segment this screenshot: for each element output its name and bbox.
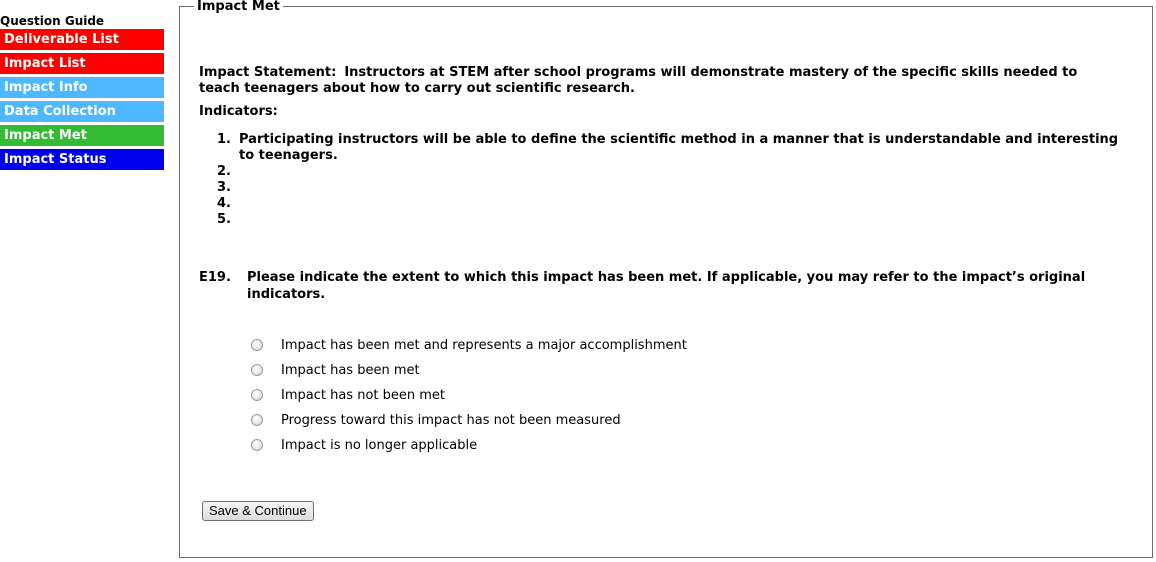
option-not-measured[interactable] <box>251 412 1119 437</box>
option-met[interactable] <box>251 362 1119 387</box>
indicator-number: 2. <box>217 164 231 179</box>
question-e19 <box>199 269 1119 303</box>
impact-met-options <box>199 337 1119 462</box>
radio-button[interactable] <box>251 339 263 351</box>
save-continue-button[interactable]: Save & Continue <box>202 501 314 521</box>
question-number: E19. <box>199 270 231 285</box>
indicator-item <box>199 212 1119 228</box>
indicator-number: 4. <box>217 196 231 211</box>
indicator-item <box>199 196 1119 212</box>
option-no-longer-applicable[interactable] <box>251 437 1119 462</box>
option-label[interactable]: Impact is no longer applicable <box>281 438 478 453</box>
option-not-met[interactable] <box>251 387 1119 412</box>
impact-met-fieldset <box>179 0 1153 558</box>
sidebar-item-impact-status[interactable]: Impact Status <box>0 149 164 170</box>
sidebar-item-data-collection[interactable]: Data Collection <box>0 101 164 122</box>
impact-statement-label: Impact Statement: <box>199 65 337 80</box>
radio-button[interactable] <box>251 414 263 426</box>
sidebar-item-impact-met[interactable]: Impact Met <box>0 125 164 146</box>
impact-statement <box>199 65 1119 97</box>
indicator-item <box>199 180 1119 196</box>
option-label[interactable]: Impact has been met and represents a major accomplishment <box>281 338 687 353</box>
question-text: Please indicate the extent to which this impact has been met. If applicable, you may refer to the impact’s original indicators. <box>247 270 1086 302</box>
option-label[interactable]: Impact has been met <box>281 363 420 378</box>
fieldset-legend: Impact Met <box>194 0 283 15</box>
indicator-item <box>199 132 1119 164</box>
sidebar-item-impact-list[interactable]: Impact List <box>0 53 164 74</box>
option-major-accomplishment[interactable] <box>251 337 1119 362</box>
indicator-item <box>199 164 1119 180</box>
option-label[interactable]: Impact has not been met <box>281 388 446 403</box>
impact-statement-text: Instructors at STEM after school programs will demonstrate mastery of the specific skills needed to teach teenagers about how to carry out scientific research. <box>199 65 1078 96</box>
question-guide-sidebar <box>0 14 164 173</box>
indicator-number: 1. <box>217 132 231 147</box>
radio-button[interactable] <box>251 389 263 401</box>
indicator-text: Participating instructors will be able to define the scientific method in a manner that is understandable and interesting to teenagers. <box>239 132 1119 163</box>
question-guide-title: Question Guide <box>0 14 105 28</box>
impact-content <box>199 65 1119 462</box>
sidebar-item-impact-info[interactable]: Impact Info <box>0 77 164 98</box>
radio-button[interactable] <box>251 364 263 376</box>
option-label[interactable]: Progress toward this impact has not been measured <box>281 413 621 428</box>
indicator-number: 5. <box>217 212 231 227</box>
sidebar-item-deliverable-list[interactable]: Deliverable List <box>0 29 164 50</box>
indicators-list <box>199 132 1119 228</box>
indicators-label: Indicators: <box>199 104 278 119</box>
indicator-number: 3. <box>217 180 231 195</box>
radio-button[interactable] <box>251 439 263 451</box>
